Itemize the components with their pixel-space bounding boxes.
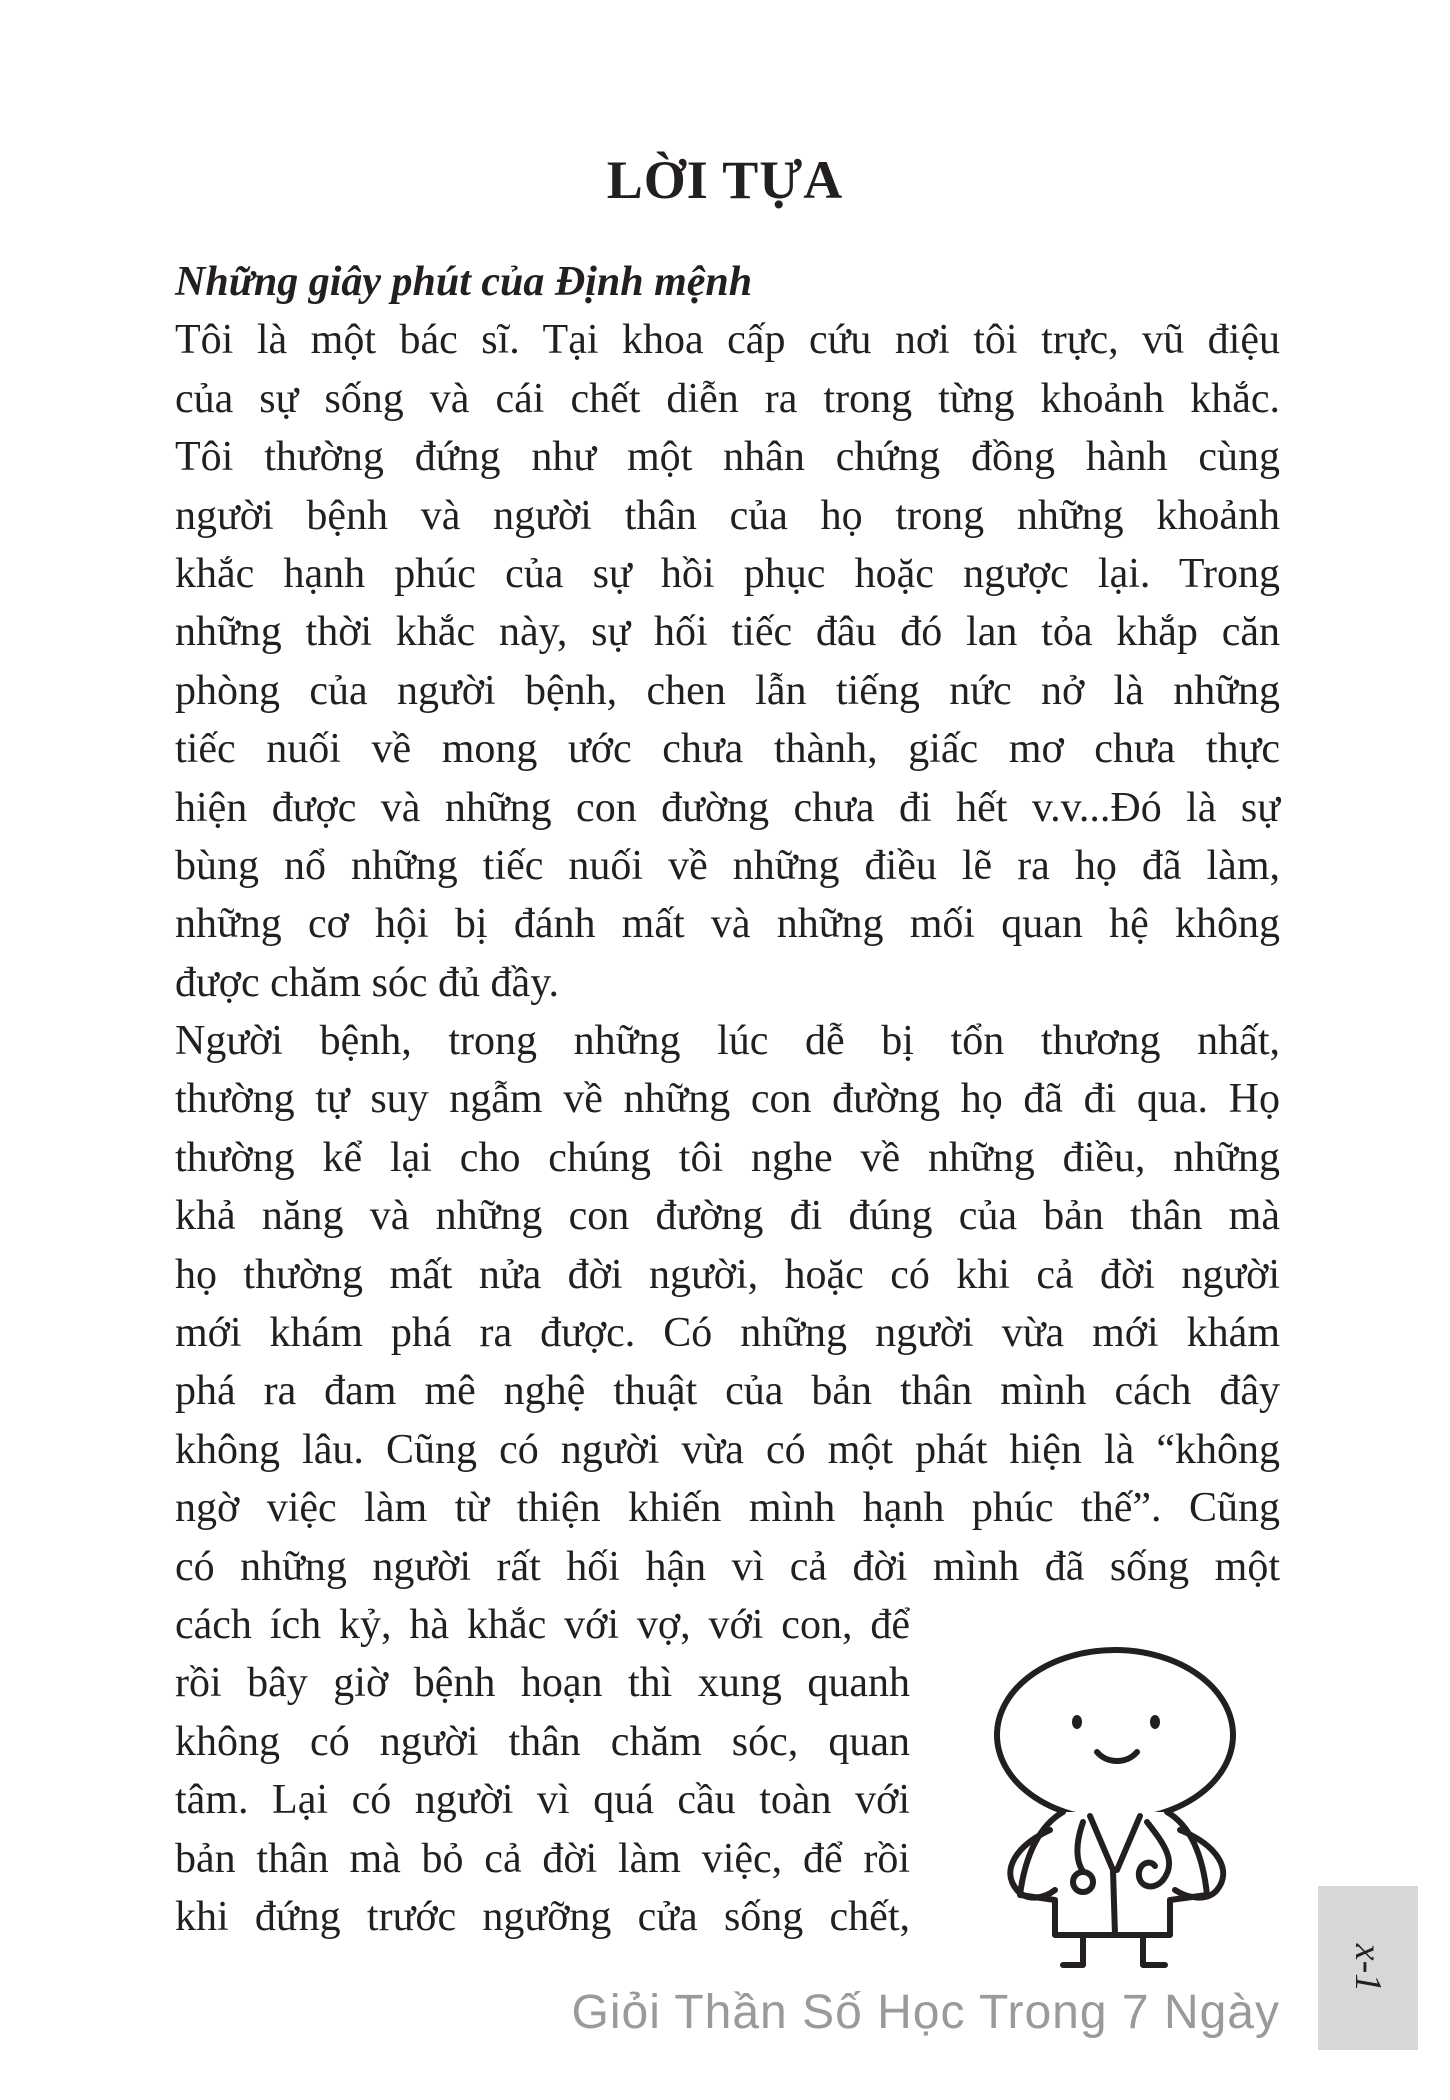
text-line: của sự sống và cái chết diễn ra trong từng khoảnh khắc.: [175, 375, 1280, 422]
text-line: thường kể lại cho chúng tôi nghe về những điều, những: [175, 1134, 1280, 1181]
head-shape: [997, 1650, 1233, 1820]
page-number-tab: [1318, 1886, 1418, 2050]
text-line: hiện được và những con đường chưa đi hết v.v...Đó là sự: [175, 784, 1280, 831]
page-title: LỜI TỰA: [606, 150, 844, 210]
text-line: thường tự suy ngẫm về những con đường họ đã đi qua. Họ: [175, 1076, 1280, 1123]
right-eye: [1150, 1715, 1160, 1729]
text-line: phá ra đam mê nghệ thuật của bản thân mình cách đây: [175, 1368, 1280, 1415]
text-line: không có người thân chăm sóc, quan: [175, 1718, 910, 1765]
section-subtitle: Những giây phút của Định mệnh: [175, 259, 753, 305]
text-line: phòng của người bệnh, chen lẫn tiếng nức nở là những: [175, 667, 1280, 714]
text-line: được chăm sóc đủ đầy.: [175, 959, 559, 1006]
text-line: mới khám phá ra được. Có những người vừa mới khám: [175, 1310, 1280, 1357]
text-line: bùng nổ những tiếc nuối về những điều lẽ ra họ đã làm,: [175, 842, 1280, 889]
left-eye: [1072, 1715, 1082, 1729]
text-line: bản thân mà bỏ cả đời làm việc, để rồi: [175, 1835, 910, 1882]
text-line: những cơ hội bị đánh mất và những mối quan hệ không: [175, 901, 1280, 948]
text-line: tiếc nuối về mong ước chưa thành, giấc mơ chưa thực: [175, 726, 1280, 773]
text-line: khắc hạnh phúc của sự hồi phục hoặc ngược lại. Trong: [175, 550, 1280, 597]
text-line: họ thường mất nửa đời người, hoặc có khi cả đời người: [175, 1251, 1280, 1298]
text-line: có những người rất hối hận vì cả đời mình đã sống một: [175, 1543, 1280, 1590]
left-leg: [1063, 1935, 1083, 1965]
text-line: khi đứng trước ngưỡng cửa sống chết,: [175, 1893, 910, 1940]
text-line: ngờ việc làm từ thiện khiến mình hạnh phúc thế”. Cũng: [175, 1485, 1280, 1532]
doctor-illustration: [955, 1640, 1295, 1980]
text-line: rồi bây giờ bệnh hoạn thì xung quanh: [175, 1660, 910, 1707]
text-line: người bệnh và người thân của họ trong những khoảnh: [175, 492, 1280, 539]
text-line: không lâu. Cũng có người vừa có một phát hiện là “không: [175, 1426, 1280, 1473]
text-line: Tôi là một bác sĩ. Tại khoa cấp cứu nơi tôi trực, vũ điệu: [175, 317, 1280, 364]
text-line: cách ích kỷ, hà khắc với vợ, với con, để: [175, 1601, 910, 1648]
text-line: tâm. Lại có người vì quá cầu toàn với: [175, 1777, 910, 1824]
right-leg: [1143, 1935, 1165, 1965]
text-line: khả năng và những con đường đi đúng của bản thân mà: [175, 1193, 1280, 1240]
text-line: những thời khắc này, sự hối tiếc đâu đó lan tỏa khắp căn: [175, 609, 1280, 656]
text-line: Người bệnh, trong những lúc dễ bị tổn thương nhất,: [175, 1018, 1280, 1065]
book-title-footer: Giỏi Thần Số Học Trong 7 Ngày: [571, 1986, 1280, 2039]
page-number: x-1: [1347, 1943, 1389, 1993]
text-line: Tôi thường đứng như một nhân chứng đồng hành cùng: [175, 434, 1280, 481]
stethoscope-chestpiece: [1073, 1872, 1093, 1892]
